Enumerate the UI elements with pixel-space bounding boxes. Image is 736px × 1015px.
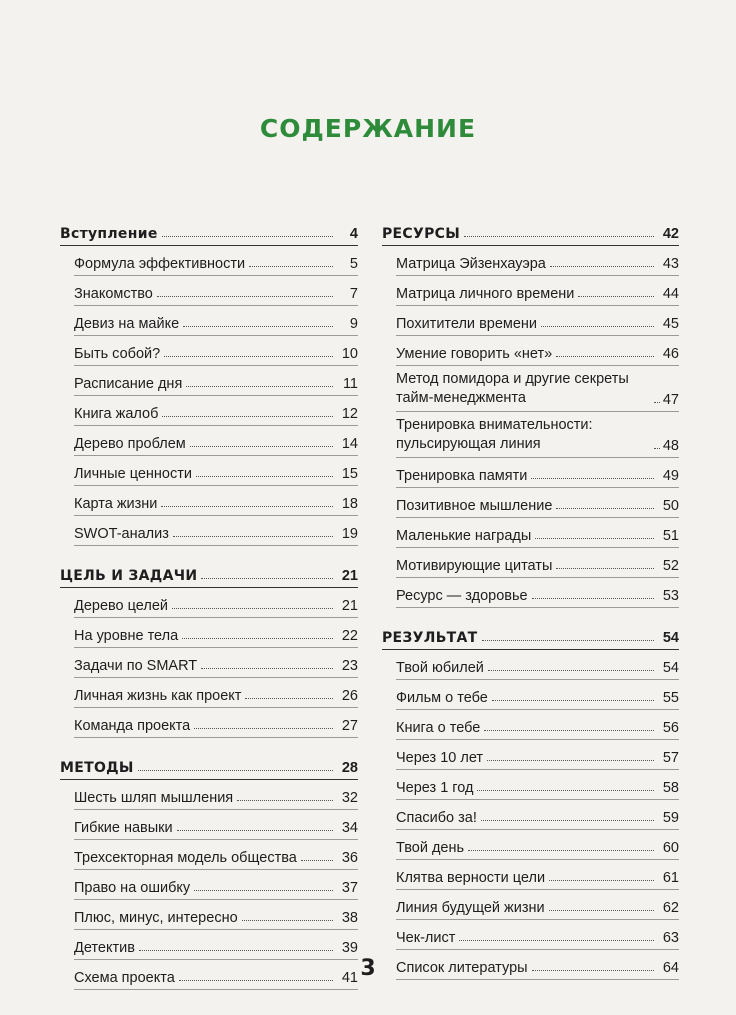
page-ref: 9 (349, 316, 358, 332)
dot-leader (468, 850, 654, 851)
entry-title: Формула эффективности (74, 256, 246, 272)
dot-leader (464, 236, 654, 237)
page-ref: 44 (662, 286, 679, 302)
page-ref: 62 (662, 900, 679, 916)
dot-leader (482, 640, 655, 641)
entry-title: Чек-лист (396, 930, 456, 946)
entry-title: Клятва верности цели (396, 870, 546, 886)
entry-title: Право на ошибку (74, 880, 191, 896)
toc-entry (60, 516, 358, 542)
toc-entry (382, 246, 679, 272)
page-ref: 46 (662, 346, 679, 362)
dot-leader (532, 598, 654, 599)
entry-title: Мотивирующие цитаты (396, 558, 553, 574)
section-title: Вступление (60, 226, 158, 242)
page-ref: 28 (341, 760, 358, 776)
page-ref: 32 (341, 790, 358, 806)
entry-title: Знакомство (74, 286, 153, 302)
toc-entry (60, 618, 358, 644)
dot-leader (245, 698, 333, 699)
page-ref: 57 (662, 750, 679, 766)
entry-title: Плюс, минус, интересно (74, 910, 238, 926)
page-ref: 53 (662, 588, 679, 604)
toc-column-left (60, 216, 358, 990)
toc-section-heading (60, 750, 358, 776)
dot-leader (201, 668, 333, 669)
page-ref: 43 (662, 256, 679, 272)
page-ref: 11 (342, 376, 358, 392)
dot-leader (459, 940, 654, 941)
dot-leader (301, 860, 333, 861)
page-ref: 37 (341, 880, 358, 896)
entry-title: Команда проекта (74, 718, 191, 734)
entry-title: Шесть шляп мышления (74, 790, 234, 806)
toc-entry (60, 246, 358, 272)
page-ref: 4 (349, 226, 358, 242)
toc-entry (382, 276, 679, 302)
entry-title: Фильм о тебе (396, 690, 488, 706)
toc-entry (60, 780, 358, 806)
dot-leader (654, 448, 660, 449)
dot-leader (186, 386, 333, 387)
page-ref: 21 (341, 598, 358, 614)
entry-title: Книга о тебе (396, 720, 481, 736)
page-ref: 38 (341, 910, 358, 926)
page-ref: 34 (341, 820, 358, 836)
entry-title: Гибкие навыки (74, 820, 173, 836)
page-ref: 36 (341, 850, 358, 866)
dot-leader (162, 236, 333, 237)
dot-leader (194, 728, 333, 729)
toc-entry (382, 680, 679, 706)
dot-leader (161, 506, 333, 507)
entry-title: Матрица Эйзенхауэра (396, 256, 546, 272)
dot-leader (201, 578, 333, 579)
page-ref: 56 (662, 720, 679, 736)
entry-title: Ресурс — здоровье (396, 588, 528, 604)
entry-title: Личная жизнь как проект (74, 688, 242, 704)
toc-entry (382, 920, 679, 946)
toc-entry (382, 336, 679, 362)
page-ref: 41 (341, 970, 358, 986)
dot-leader (196, 476, 333, 477)
toc-section-heading (60, 216, 358, 242)
toc-entry (60, 396, 358, 422)
dot-leader (481, 820, 654, 821)
toc-section-heading (382, 216, 679, 242)
dot-leader (242, 920, 333, 921)
dot-leader (138, 770, 333, 771)
toc-entry (382, 830, 679, 856)
page-ref: 58 (662, 780, 679, 796)
dot-leader (556, 508, 654, 509)
entry-title: Список литературы (396, 960, 528, 976)
page-ref: 49 (662, 468, 679, 484)
page-ref: 51 (662, 528, 679, 544)
entry-title: Тренировка внимательности: пульсирующая линия (396, 417, 593, 452)
toc-entry (60, 426, 358, 452)
dot-leader (177, 830, 333, 831)
entry-title: Схема проекта (74, 970, 175, 986)
toc-entry (60, 648, 358, 674)
toc-entry (382, 458, 679, 484)
dot-leader (477, 790, 654, 791)
dot-leader (484, 730, 654, 731)
dot-leader (237, 800, 333, 801)
entry-title: Тренировка памяти (396, 468, 528, 484)
page-ref: 45 (662, 316, 679, 332)
toc-entry (60, 456, 358, 482)
toc-entry (60, 840, 358, 866)
page-ref: 48 (662, 438, 679, 454)
entry-title: Маленькие награды (396, 528, 532, 544)
entry-title: Похитители времени (396, 316, 538, 332)
toc-entry (60, 366, 358, 392)
page-ref: 7 (349, 286, 358, 302)
entry-title: SWOT-анализ (74, 526, 169, 542)
toc-entry (60, 930, 358, 956)
toc-entry (382, 518, 679, 544)
page-ref: 47 (662, 392, 679, 408)
toc-entry (382, 710, 679, 736)
dot-leader (531, 478, 654, 479)
toc-entry (382, 800, 679, 826)
page-title: СОДЕРЖАНИЕ (259, 114, 477, 143)
entry-title: Девиз на майке (74, 316, 180, 332)
dot-leader (183, 326, 333, 327)
dot-leader (488, 670, 654, 671)
page-ref: 5 (349, 256, 358, 272)
entry-title: Твой день (396, 840, 465, 856)
toc-entry (382, 740, 679, 766)
page-ref: 59 (662, 810, 679, 826)
page-ref: 52 (662, 558, 679, 574)
toc-entry (60, 336, 358, 362)
page-ref: 22 (341, 628, 358, 644)
entry-title: Дерево проблем (74, 436, 186, 452)
dot-leader (578, 296, 654, 297)
page-ref: 39 (341, 940, 358, 956)
dot-leader (249, 266, 333, 267)
page-ref: 61 (662, 870, 679, 886)
page-ref: 14 (341, 436, 358, 452)
entry-title: Через 10 лет (396, 750, 484, 766)
toc-entry (382, 578, 679, 604)
toc-entry (382, 548, 679, 574)
dot-leader (492, 700, 654, 701)
entry-title: На уровне тела (74, 628, 179, 644)
page-ref: 12 (341, 406, 358, 422)
entry-title: Линия будущей жизни (396, 900, 545, 916)
toc-entry (60, 588, 358, 614)
toc-entry (60, 900, 358, 926)
page-ref: 21 (341, 568, 358, 584)
page-ref: 15 (341, 466, 358, 482)
toc-entry (382, 488, 679, 514)
toc-entry (60, 306, 358, 332)
entry-rule (74, 989, 358, 990)
dot-leader (556, 356, 654, 357)
dot-leader (182, 638, 333, 639)
entry-title: Матрица личного времени (396, 286, 575, 302)
toc-entry (60, 708, 358, 734)
dot-leader (556, 568, 654, 569)
dot-leader (194, 890, 333, 891)
entry-title: Задачи по SMART (74, 658, 198, 674)
toc-entry (60, 810, 358, 836)
dot-leader (172, 608, 333, 609)
entry-title: Карта жизни (74, 496, 158, 512)
dot-leader (541, 326, 654, 327)
toc-entry (60, 276, 358, 302)
dot-leader (654, 402, 660, 403)
section-title: ЦЕЛЬ И ЗАДАЧИ (60, 568, 198, 584)
toc-column-right (382, 216, 679, 980)
toc-entry (382, 860, 679, 886)
entry-title: Трехсекторная модель общества (74, 850, 297, 866)
page-ref: 18 (341, 496, 358, 512)
toc-entry (382, 650, 679, 676)
page-ref: 63 (662, 930, 679, 946)
page-ref: 26 (341, 688, 358, 704)
dot-leader (535, 538, 654, 539)
toc-entry (60, 678, 358, 704)
dot-leader (549, 910, 654, 911)
dot-leader (190, 446, 333, 447)
entry-title: Через 1 год (396, 780, 474, 796)
dot-leader (550, 266, 654, 267)
toc-entry (60, 870, 358, 896)
entry-title: Метод помидора и другие секреты тайм-менеджмента (396, 371, 629, 406)
entry-title: Детектив (74, 940, 135, 956)
page-ref: 64 (662, 960, 679, 976)
entry-title: Быть собой? (74, 346, 161, 362)
dot-leader (162, 416, 333, 417)
page-ref: 27 (341, 718, 358, 734)
page-ref: 55 (662, 690, 679, 706)
entry-title: Спасибо за! (396, 810, 477, 826)
dot-leader (157, 296, 333, 297)
entry-title: Расписание дня (74, 376, 183, 392)
entry-title: Книга жалоб (74, 406, 159, 422)
entry-title: Твой юбилей (396, 660, 484, 676)
section-title: РЕЗУЛЬТАТ (382, 630, 478, 646)
toc-entry (382, 366, 679, 408)
dot-leader (549, 880, 654, 881)
dot-leader (173, 536, 333, 537)
dot-leader (164, 356, 333, 357)
dot-leader (487, 760, 654, 761)
entry-title: Личные ценности (74, 466, 192, 482)
page-number: 3 (360, 956, 376, 981)
page-ref: 42 (662, 226, 679, 242)
dot-leader (139, 950, 333, 951)
toc-entry (60, 486, 358, 512)
toc-section-heading (382, 620, 679, 646)
page-ref: 50 (662, 498, 679, 514)
page-ref: 54 (662, 630, 679, 646)
toc-section-heading (60, 558, 358, 584)
toc-entry (382, 890, 679, 916)
toc-entry (382, 770, 679, 796)
page-ref: 60 (662, 840, 679, 856)
toc-entry (382, 412, 679, 454)
entry-title: Дерево целей (74, 598, 168, 614)
section-title: МЕТОДЫ (60, 760, 134, 776)
page-ref: 19 (341, 526, 358, 542)
toc-entry (382, 306, 679, 332)
entry-title: Умение говорить «нет» (396, 346, 553, 362)
page-ref: 54 (662, 660, 679, 676)
page-ref: 10 (341, 346, 358, 362)
page-ref: 23 (341, 658, 358, 674)
entry-title: Позитивное мышление (396, 498, 553, 514)
section-title: РЕСУРСЫ (382, 226, 461, 242)
